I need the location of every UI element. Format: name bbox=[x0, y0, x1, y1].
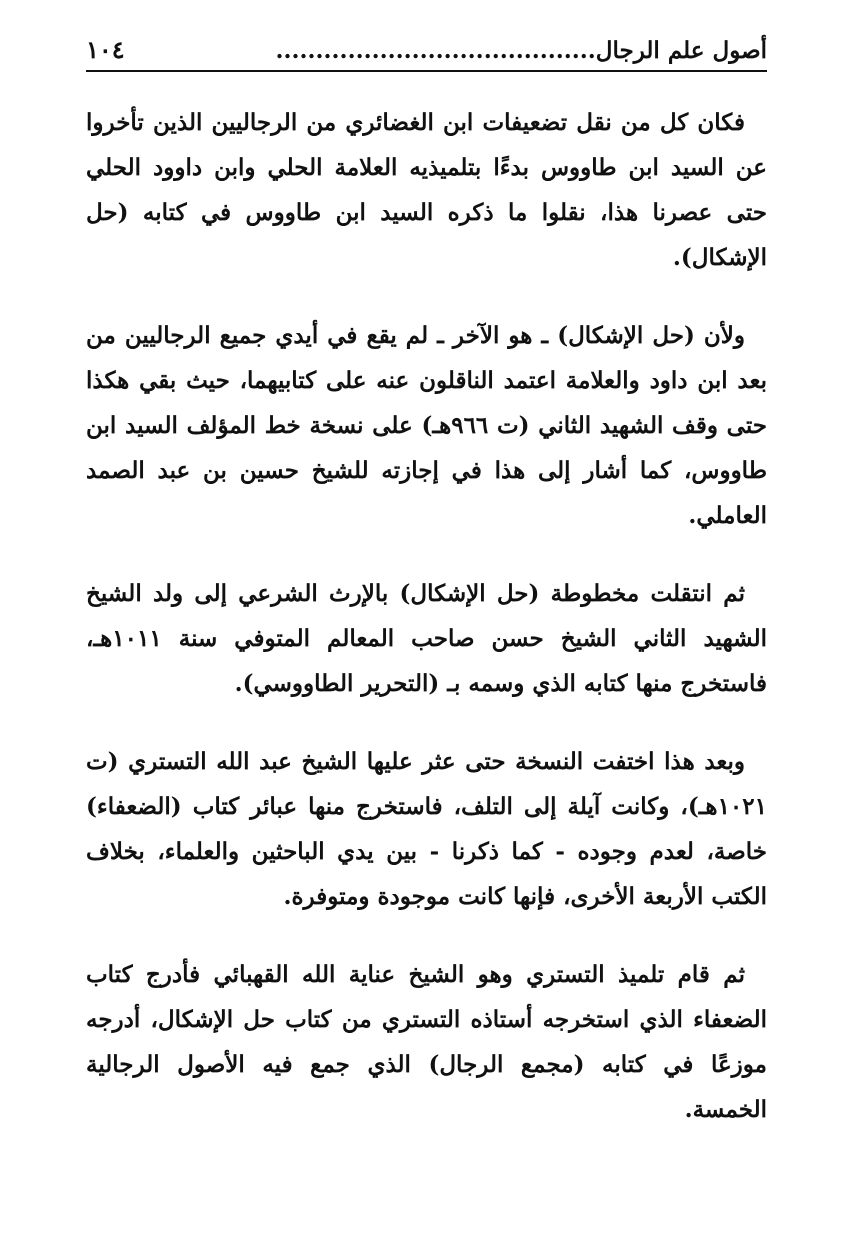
leader-dots: ........................................ bbox=[275, 37, 596, 64]
running-title-text: أصول علم الرجال bbox=[595, 37, 767, 64]
paragraph-4: وبعد هذا اختفت النسخة حتى عثر عليها الشيخ عبد الله التستري (ت ١٠٢١هـ)، وكانت آيلة إلى التلف، فاستخرج منها عبائر كتاب (الضعفاء) خاصة، لعدم وجوده - كما ذكرنا - بين يدي الباحثين والعلماء، بخلاف الكتب الأربعة الأخرى، فإنها كانت موجودة ومتوفرة. bbox=[86, 748, 767, 910]
body-text bbox=[86, 100, 767, 1165]
paragraph-2: ولأن (حل الإشكال) ـ هو الآخر ـ لم يقع في أيدي جميع الرجاليين من بعد ابن داود والعلامة اعتمد الناقلون عنه على كتابيهما، حيث بقي هكذا حتى وقف الشهيد الثاني (ت ٩٦٦هـ) على نسخة خط المؤلف السيد ابن طاووس، كما أشار إلى هذا في إجازته للشيخ حسين بن عبد الصمد العاملي. bbox=[86, 322, 767, 529]
paragraph-3: ثم انتقلت مخطوطة (حل الإشكال) بالإرث الشرعي إلى ولد الشيخ الشهيد الثاني الشيخ حسن صاحب المعالم المتوفي سنة ١٠١١هـ، فاستخرج منها كتابه الذي وسمه بـ (التحرير الطاووسي). bbox=[86, 580, 767, 697]
page-number: ١٠٤ bbox=[86, 35, 125, 64]
paragraph-5: ثم قام تلميذ التستري وهو الشيخ عناية الله القهبائي فأدرج كتاب الضعفاء الذي استخرجه أستاذه التستري من كتاب حل الإشكال، أدرجه موزعًا في كتابه (مجمع الرجال) الذي جمع فيه الأصول الرجالية الخمسة. bbox=[86, 961, 767, 1123]
paragraph-1: فكان كل من نقل تضعيفات ابن الغضائري من الرجاليين الذين تأخروا عن السيد ابن طاووس بدءًا بتلميذيه العلامة الحلي وابن داوود الحلي حتى عصرنا هذا، نقلوا ما ذكره السيد ابن طاووس في كتابه (حل الإشكال). bbox=[86, 109, 767, 271]
running-title bbox=[276, 37, 768, 64]
running-header bbox=[86, 28, 767, 72]
